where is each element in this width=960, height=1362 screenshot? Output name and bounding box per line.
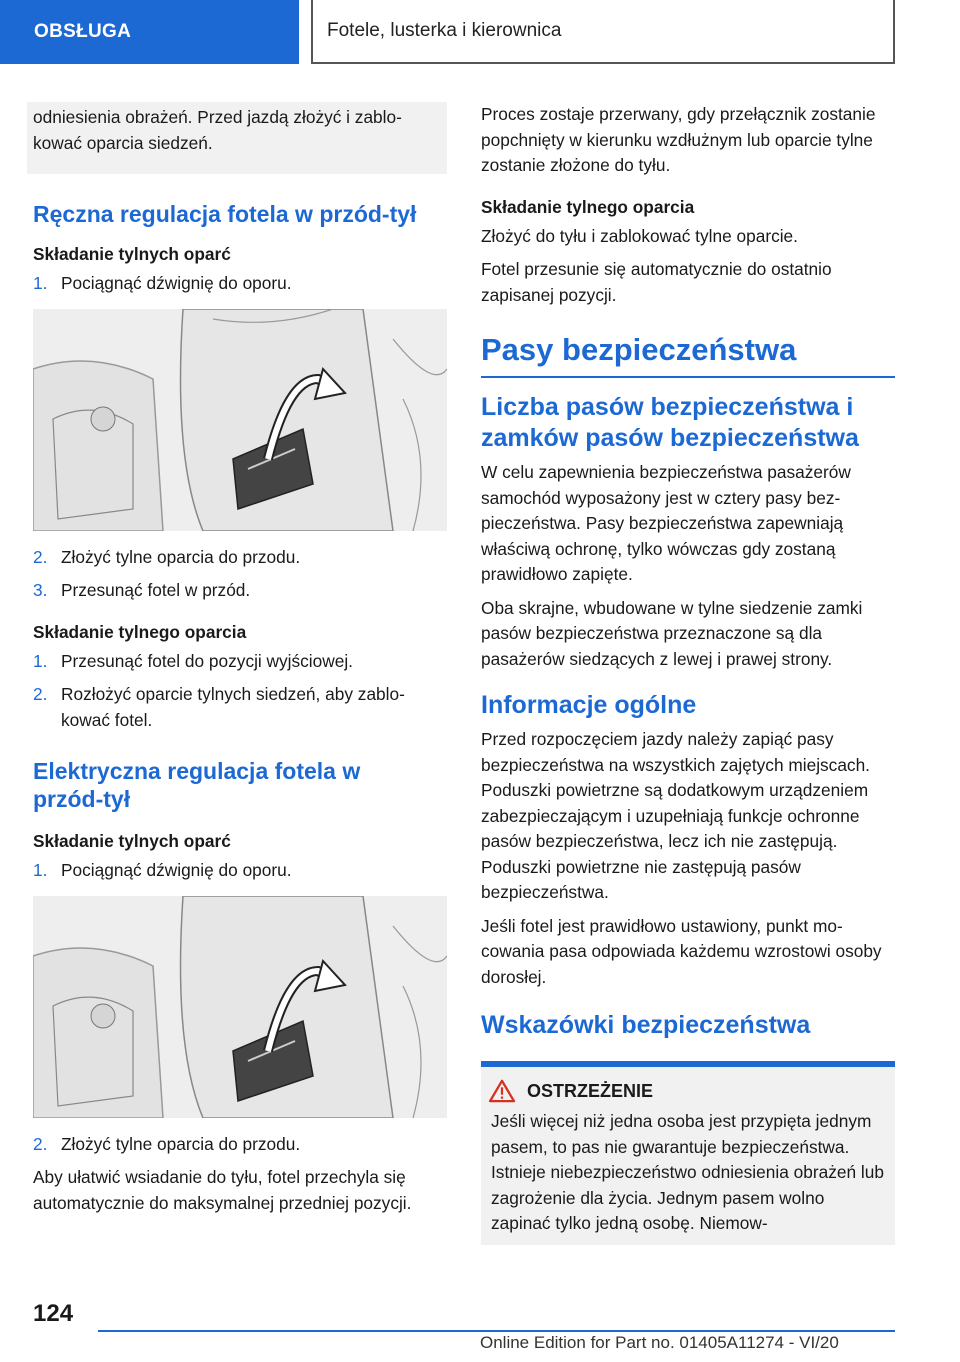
chapter-title: Fotele, lusterka i kierownica: [311, 0, 895, 64]
folding-back-heading: Składanie tylnego oparcia: [481, 196, 695, 217]
electric-adjust-heading: Elektryczna regulacja fotela w przód-tył: [33, 758, 361, 812]
right-column: [481, 102, 895, 1245]
general-info-text-1: Przed rozpoczęciem jazdy należy zapiąć pasy bezpieczeństwa na wszystkich zajętych miejscach. Poduszki powietrzne są dodatkowym urządzeniem zabezpieczającym i uzupełniają funkcje ochronne pasów bezpieczeństwa, lecz ich nie zastępują. Poduszki powietrzne nie zastępują pasów bezpieczeństwa.: [481, 729, 870, 902]
belt-count-heading: Liczba pasów bezpieczeństwa i zamków pasów bezpieczeństwa: [481, 393, 859, 452]
note-text: odniesienia obrażeń. Przed jazdą złożyć i zablokować oparcia siedzeń.: [33, 107, 402, 153]
list-item: 1. Przesunąć fotel do pozycji wyjściowej.: [33, 650, 353, 671]
list-item: 2. Rozłożyć oparcie tylnych siedzeń, aby zablokować fotel.: [33, 684, 405, 730]
list-item: 1. Pociągnąć dźwignię do oporu.: [33, 273, 292, 293]
warning-box: [481, 1061, 895, 1245]
safety-tips-heading: Wskazówki bezpieczeństwa: [481, 1011, 811, 1039]
section-tab: OBSŁUGA: [0, 0, 299, 64]
electric-note: Aby ułatwić wsiadanie do tyłu, fotel przechyla się automatycznie do maksymalnej przedniej pozycji.: [33, 1167, 412, 1213]
warning-label: OSTRZEŻENIE: [527, 1080, 654, 1101]
note-box: [27, 102, 447, 174]
list-item: 2. Złożyć tylne oparcia do przodu.: [33, 546, 301, 567]
general-info-text-2: Jeśli fotel jest prawidłowo ustawiony, punkt mocowania pasa odpowiada każdemu wzrostowi osoby dorosłej.: [481, 915, 882, 987]
list-item: 1. Pociągnąć dźwignię do oporu.: [33, 860, 292, 880]
list-item: 2. Złożyć tylne oparcia do przodu.: [33, 1133, 301, 1154]
belt-count-text-1: W celu zapewnienia bezpieczeństwa pasażerów samochód wyposażony jest w cztery pasy bezpieczeństwa. Pasy bezpieczeństwa zapewniają właściwą ochronę, tylko wówczas gdy zostaną prawidłowo zapięte.: [481, 462, 851, 584]
folding-text-1: Złożyć do tyłu i zablokować tylne oparcie.: [481, 225, 798, 246]
seat-lever-illustration: [33, 309, 447, 531]
manual-adjust-heading: Ręczna regulacja fotela w przód-tył: [33, 201, 417, 227]
seat-lever-illustration-2: [33, 896, 447, 1118]
warning-text: Jeśli więcej niż jedna osoba jest przypięta jednym pasem, to pas nie gwarantuje bezpieczeństwa. Istnieje niebezpieczeństwo odniesienia obrażeń lub zagrożenie dla życia. Jednym pasem wolno zapinać tylko jedną osobę. Niemow-: [491, 1111, 884, 1233]
warning-triangle-icon: [487, 1079, 517, 1103]
left-column: [33, 102, 447, 1224]
page-number: 124: [33, 1300, 74, 1327]
manual-folding-rear-heading: Składanie tylnych oparć: [33, 244, 231, 264]
edition-text: Online Edition for Part no. 01405A11274 - VI/20: [480, 1333, 839, 1352]
belt-count-text-2: Oba skrajne, wbudowane w tylne siedzenie zamki pasów bezpieczeństwa przeznaczone są dla pasażerów siedzących z lewej i prawej strony.: [481, 597, 863, 669]
list-item: 3. Przesunąć fotel w przód.: [33, 580, 251, 600]
general-info-heading: Informacje ogólne: [481, 691, 697, 719]
manual-folding-back-heading: Składanie tylnego oparcia: [33, 621, 247, 642]
footer-rule: [98, 1330, 895, 1332]
folding-text-2: Fotel przesunie się automatycznie do ostatnio zapisanej pozycji.: [481, 259, 832, 305]
belts-heading: Pasy bezpieczeństwa: [481, 330, 895, 378]
electric-folding-heading: Składanie tylnych oparć: [33, 831, 231, 851]
interrupt-text: Proces zostaje przerwany, gdy przełącznik zostanie popchnięty w kierunku wzdłużnym lub oparcie tylne zostanie złożone do tyłu.: [481, 104, 876, 175]
